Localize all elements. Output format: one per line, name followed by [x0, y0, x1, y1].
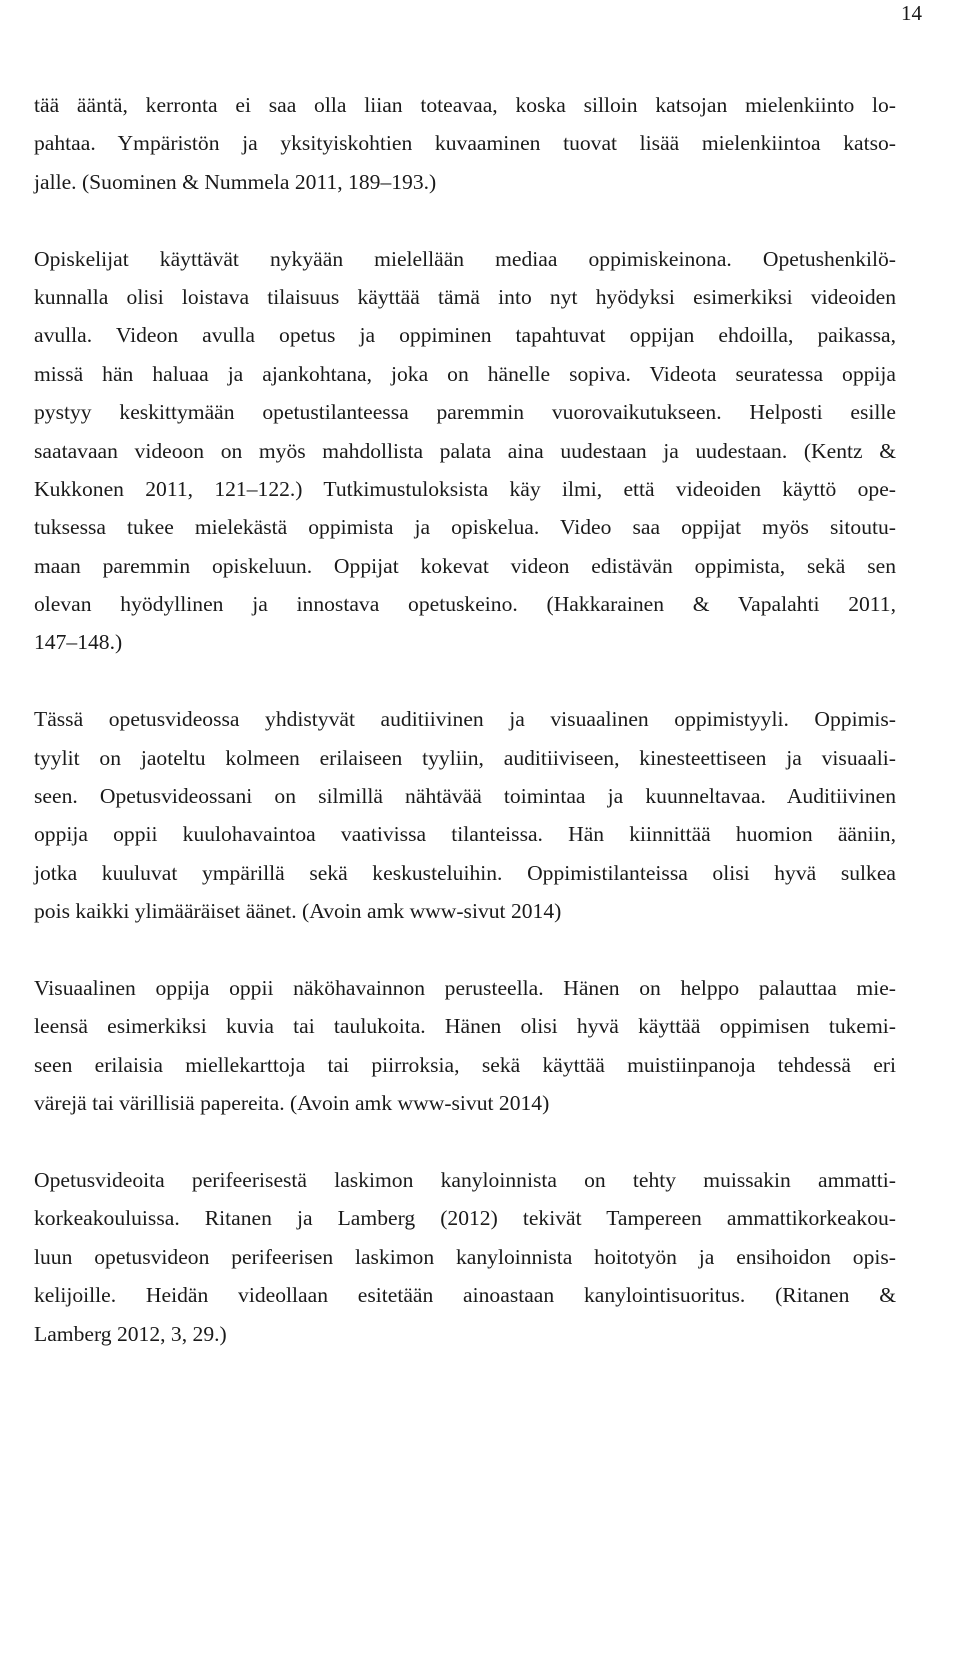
document-body [34, 86, 896, 1353]
text-line: maan paremmin opiskeluun. Oppijat kokevat videon edistävän oppimista, sekä sen [34, 553, 896, 578]
paragraph [34, 1161, 896, 1353]
text-line: Visuaalinen oppija oppii näköhavainnon perusteella. Hänen on helppo palauttaa mie- [34, 975, 896, 1000]
text-line: pois kaikki ylimääräiset äänet. (Avoin amk www-sivut 2014) [34, 899, 562, 924]
text-line: pystyy keskittymään opetustilanteessa paremmin vuorovaikutukseen. Helposti esille [34, 400, 896, 425]
text-line: seen. Opetusvideossani on silmillä nähtävää toimintaa ja kuunneltavaa. Auditiivinen [34, 784, 896, 809]
text-line: pahtaa. Ympäristön ja yksityiskohtien kuvaaminen tuovat lisää mielenkiintoa katso- [34, 131, 896, 156]
paragraph [34, 969, 896, 1123]
text-line: avulla. Videon avulla opetus ja oppiminen tapahtuvat oppijan ehdoilla, paikassa, [34, 323, 896, 348]
text-line: jalle. (Suominen & Nummela 2011, 189–193.) [34, 169, 437, 194]
text-line: jotka kuuluvat ympärillä sekä keskusteluihin. Oppimistilanteissa olisi hyvä sulkea [34, 860, 896, 885]
paragraph [34, 86, 896, 201]
text-line: missä hän haluaa ja ajankohtana, joka on hänelle sopiva. Videota seuratessa oppija [34, 361, 896, 386]
text-line: luun opetusvideon perifeerisen laskimon kanyloinnista hoitotyön ja ensihoidon opis- [34, 1244, 896, 1269]
text-line: kunnalla olisi loistava tilaisuus käyttää tämä into nyt hyödyksi esimerkiksi videoiden [34, 284, 896, 309]
text-line: 147–148.) [34, 630, 123, 655]
text-line: tuksessa tukee mielekästä oppimista ja opiskelua. Video saa oppijat myös sitoutu- [34, 515, 896, 540]
text-line: värejä tai värillisiä papereita. (Avoin amk www-sivut 2014) [34, 1091, 550, 1116]
text-line: Opiskelijat käyttävät nykyään mielellään mediaa oppimiskeinona. Opetushenkilö- [34, 246, 896, 271]
paragraph [34, 700, 896, 930]
text-line: Lamberg 2012, 3, 29.) [34, 1321, 227, 1346]
text-line: seen erilaisia miellekarttoja tai piirroksia, sekä käyttää muistiinpanoja tehdessä eri [34, 1052, 896, 1077]
text-line: kelijoille. Heidän videollaan esitetään ainoastaan kanylointisuoritus. (Ritanen & [34, 1283, 896, 1308]
text-line: olevan hyödyllinen ja innostava opetuskeino. (Hakkarainen & Vapalahti 2011, [34, 592, 896, 617]
page-number: 14 [901, 1, 922, 25]
text-line: Tässä opetusvideossa yhdistyvät auditiivinen ja visuaalinen oppimistyyli. Oppimis- [34, 707, 896, 732]
text-line: saatavaan videoon on myös mahdollista palata aina uudestaan ja uudestaan. (Kentz & [34, 438, 896, 463]
text-line: leensä esimerkiksi kuvia tai taulukoita. Hänen olisi hyvä käyttää oppimisen tukemi- [34, 1014, 896, 1039]
text-line: tyylit on jaoteltu kolmeen erilaiseen tyyliin, auditiiviseen, kinesteettiseen ja visuaali- [34, 745, 896, 770]
text-line: korkeakouluissa. Ritanen ja Lamberg (2012) tekivät Tampereen ammattikorkeakou- [34, 1206, 896, 1231]
text-line: Opetusvideoita perifeerisestä laskimon kanyloinnista on tehty muissakin ammatti- [34, 1167, 896, 1192]
text-line: tää ääntä, kerronta ei saa olla liian toteavaa, koska silloin katsojan mielenkiinto lo- [34, 93, 896, 117]
text-line: oppija oppii kuulohavaintoa vaativissa tilanteissa. Hän kiinnittää huomion ääniin, [34, 822, 896, 847]
paragraph [34, 240, 896, 662]
text-line: Kukkonen 2011, 121–122.) Tutkimustuloksista käy ilmi, että videoiden käyttö ope- [34, 476, 896, 501]
